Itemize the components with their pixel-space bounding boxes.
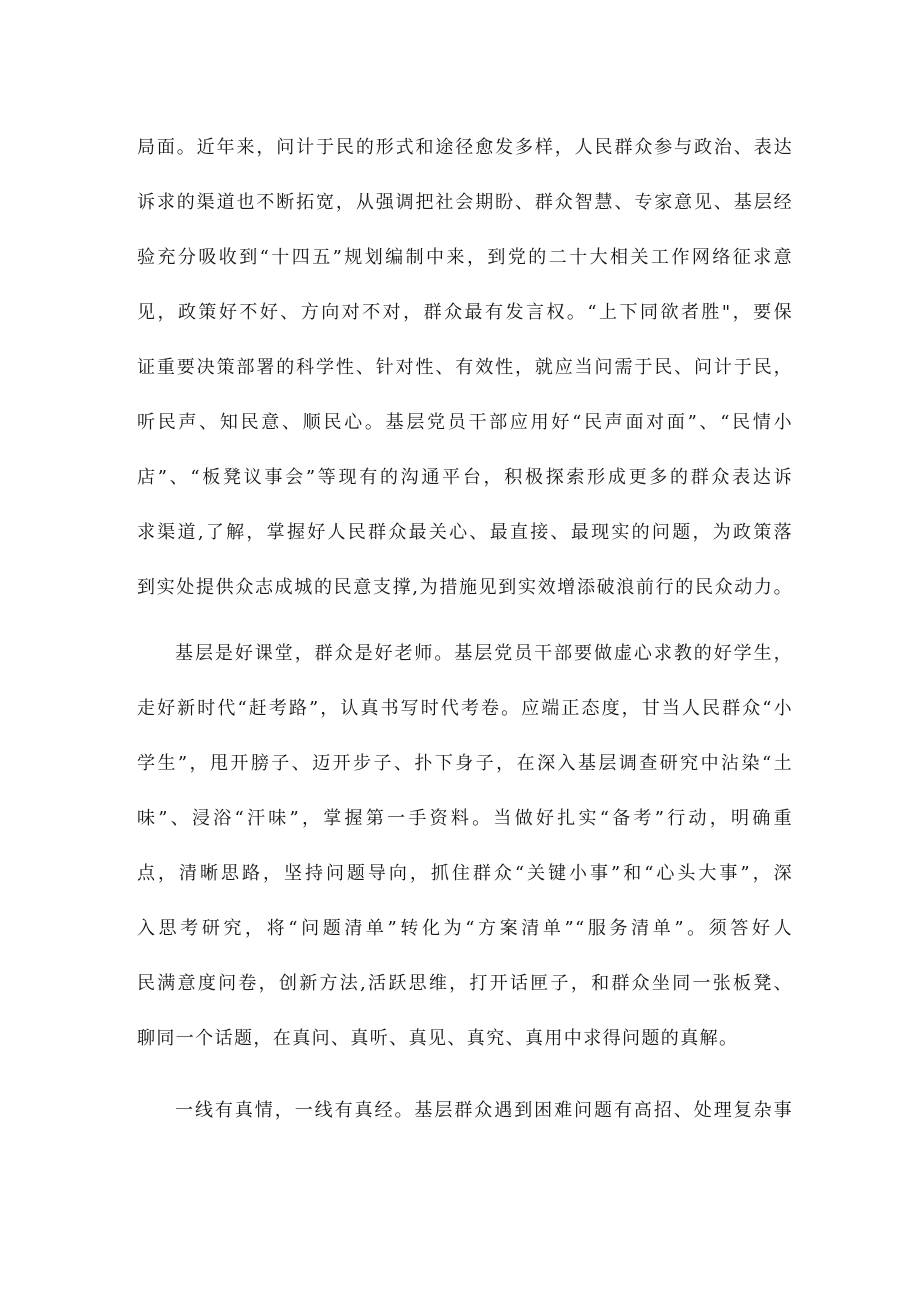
text-line: 局面。近年来，问计于民的形式和途径愈发多样，人民群众参与政治、表达 bbox=[137, 137, 793, 158]
text-line: 聊同一个话题，在真问、真听、真见、真究、真用中求得问题的真解。 bbox=[137, 1028, 739, 1049]
text-line: 一线有真情，一线有真经。基层群众遇到困难问题有高招、处理复杂事 bbox=[175, 1100, 793, 1121]
text-line: 诉求的渠道也不断拓宽，从强调把社会期盼、群众智慧、专家意见、基层经 bbox=[137, 192, 793, 213]
text-line: 见，政策好不好、方向对不对，群众最有发言权。“上下同欲者胜"，要保 bbox=[137, 302, 793, 323]
text-line: 求渠道,了解，掌握好人民群众最关心、最直接、最现实的问题，为政策落 bbox=[137, 522, 793, 543]
text-line: 验充分吸收到“十四五”规划编制中来，到党的二十大相关工作网络征求意 bbox=[137, 247, 793, 268]
text-line: 到实处提供众志成城的民意支撑,为措施见到实效增添破浪前行的民众动力。 bbox=[137, 577, 793, 598]
text-line: 学生”，甩开膀子、迈开步子、扑下身子，在深入基层调查研究中沾染“土 bbox=[137, 753, 793, 774]
paragraph bbox=[137, 120, 793, 615]
paragraph bbox=[137, 626, 793, 1066]
text-line: 点，清晰思路，坚持问题导向，抓住群众“关键小事”和“心头大事”，深 bbox=[137, 863, 793, 884]
text-line: 听民声、知民意、顺民心。基层党员干部应用好“民声面对面”、“民情小 bbox=[137, 412, 793, 433]
text-line: 走好新时代“赶考路”，认真书写时代考卷。应端正态度，甘当人民群众“小 bbox=[137, 698, 793, 719]
text-line: 味”、浸浴“汗味”，掌握第一手资料。当做好扎实“备考”行动，明确重 bbox=[137, 808, 793, 829]
text-line: 民满意度问卷，创新方法,活跃思维，打开话匣子，和群众坐同一张板凳、 bbox=[137, 973, 793, 994]
paragraph bbox=[137, 1083, 793, 1138]
text-line: 证重要决策部署的科学性、针对性、有效性，就应当问需于民、问计于民， bbox=[137, 357, 793, 378]
text-line: 店”、“板凳议事会”等现有的沟通平台，积极探索形成更多的群众表达诉 bbox=[137, 467, 793, 488]
text-line: 基层是好课堂，群众是好老师。基层党员干部要做虚心求教的好学生， bbox=[175, 643, 793, 664]
text-line: 入思考研究，将“问题清单”转化为“方案清单”“服务清单”。须答好人 bbox=[137, 918, 793, 939]
